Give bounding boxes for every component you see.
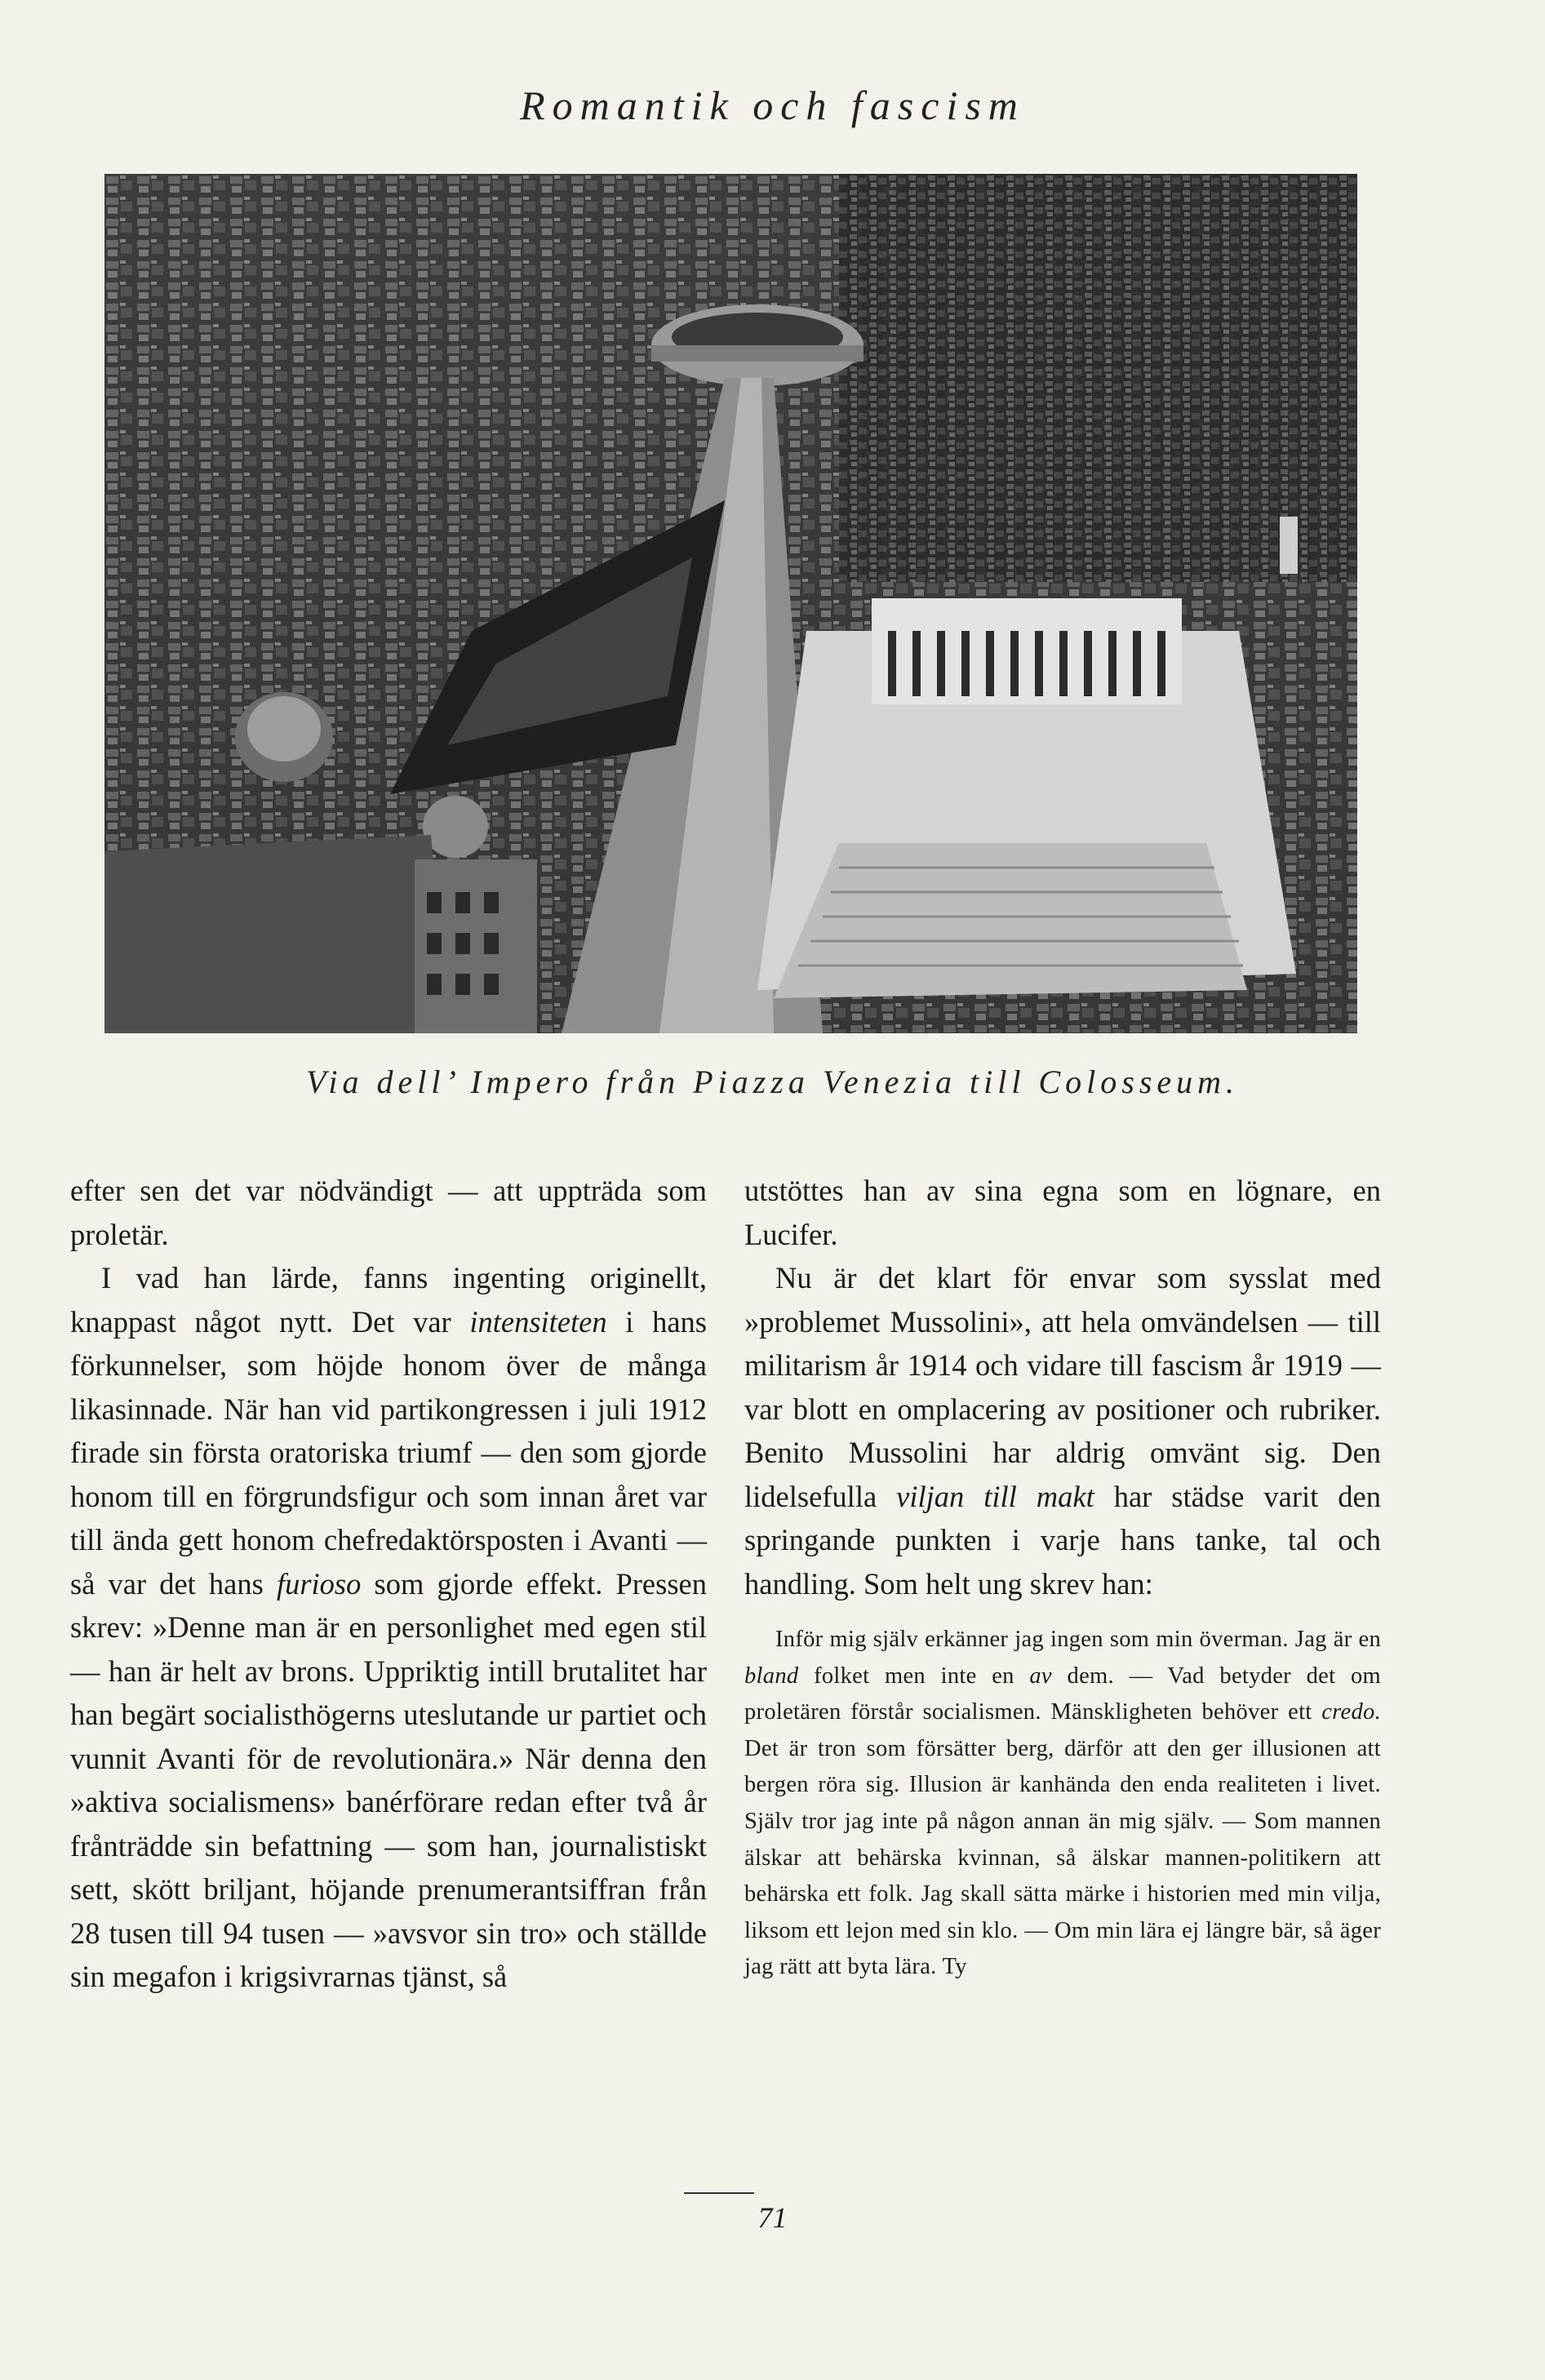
text-run: folket men inte en [798,1663,1030,1689]
text-run: i hans förkunnelser, som höjde honom över de många likasinnade. När han vid partikongressen i juli 1912 firade sin första oratoriska triumf — den som gjorde honom till en förgrundsfigur och som innan året var till ända gett honom chefredaktörsposten i Avanti — så var det hans [70,1304,707,1601]
running-title: Romantik och fascism [520,82,1025,128]
block-quote [744,1622,1381,1986]
emphasis-credo: credo. [1321,1699,1381,1725]
text-run: Det är tron som försätter berg, därför att den ger illusionen att bergen röra sig. Illusion är kanhända den enda realiteten i livet. Själv tror jag inte på någon annan än mig själv. — Som mannen älskar att behärska kvinnan, så älskar mannen-politikern att behärska ett folk. Jag skall sätta märke i historien med min vilja, liksom ett lejon med sin klo. — Om min lära ej längre bär, så äger jag rätt att byta lära. Ty [744,1735,1381,1980]
left-paragraph-1: efter sen det var nödvändigt — att uppträda som proletär. [70,1174,707,1251]
right-paragraph-2 [744,1256,1381,1605]
text-run: dem. — Vad betyder det om proletären förstår socialismen. Mänskligheten behöver ett [744,1663,1381,1725]
aerial-photo-rome [104,174,1357,1033]
left-paragraph-2 [70,1256,707,1999]
emphasis-av: av [1029,1663,1052,1689]
figure-caption: Via dell’ Impero från Piazza Venezia till Colosseum. [305,1063,1240,1100]
right-text-column [744,1169,1381,1986]
aerial-photo-illustration [104,174,1357,1033]
emphasis-viljan-till-makt: viljan till makt [896,1479,1094,1513]
text-run: Nu är det klart för envar som sysslat med »problemet Mussolini», att hela omvändelsen — till militarism år 1914 och vidare till fascism år 1919 — var blott en omplacering av positioner och rubriker. Benito Mussolini har aldrig omvänt sig. Den lidelsefulla [744,1261,1381,1513]
text-run: har städse varit den springande punkten i varje hans tanke, tal och handling. Som helt ung skrev han: [744,1479,1381,1601]
text-run: I vad han lärde, fanns ingenting originellt, knappast något nytt. Det var [70,1261,707,1339]
emphasis-bland: bland [744,1663,799,1689]
right-paragraph-1: utstöttes han av sina egna som en lögnare, en Lucifer. [744,1174,1381,1251]
page-number: 71 [757,2201,788,2234]
left-text-column [70,1169,707,1999]
page-number-rule [684,2192,754,2194]
text-run: som gjorde effekt. Pressen skrev: »Denne man är en personlighet med egen stil — han är helt av brons. Uppriktig intill brutalitet har han begärt socialisthögerns uteslutande ur partiet och vunnit Avanti för de revolutionära.» När denna den »aktiva socialismens» banérförare redan efter två år frånträdde sin befattning — som han, journalistiskt sett, skött briljant, höjande prenumerantsiffran från 28 tusen till 94 tusen — »avsvor sin tro» och ställde sin megafon i krigsivrarnas tjänst, så [70,1566,707,1993]
emphasis-intensiteten: intensiteten [469,1304,607,1339]
emphasis-furioso: furioso [276,1566,362,1601]
text-run: Inför mig själv erkänner jag ingen som min överman. Jag är en [775,1627,1381,1652]
